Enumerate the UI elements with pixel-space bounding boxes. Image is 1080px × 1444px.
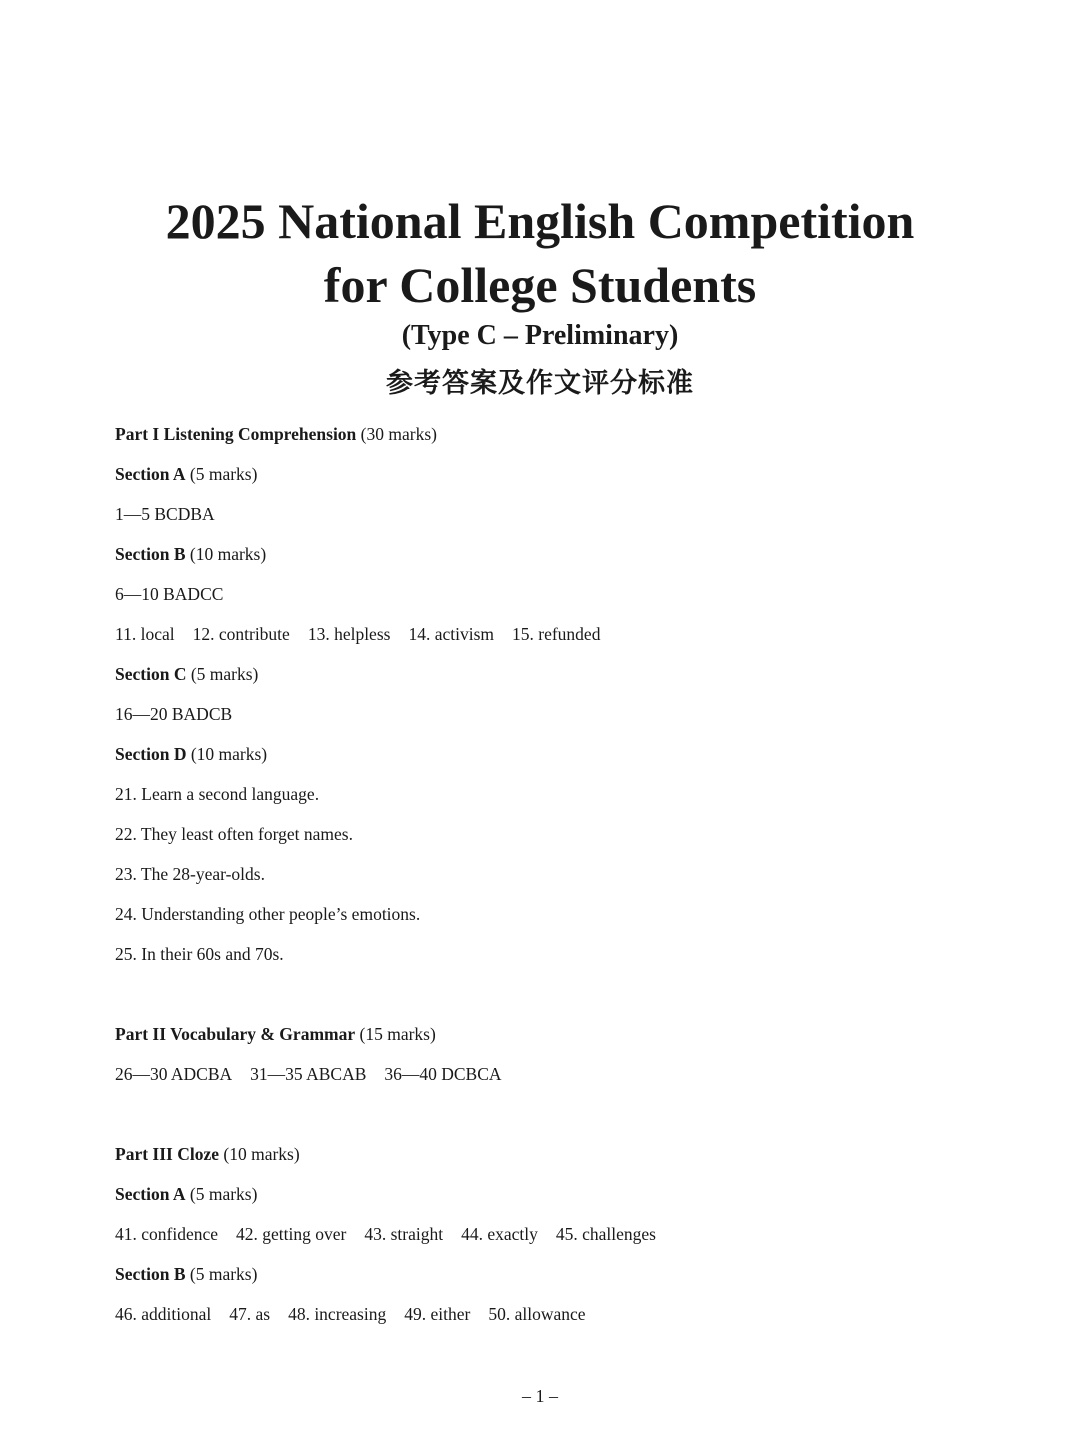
section-label: Section B [115, 544, 186, 564]
answer-item: 15. refunded [512, 624, 601, 644]
part3-heading-line [115, 1142, 300, 1166]
section-marks: (5 marks) [190, 664, 259, 684]
section-marks: (10 marks) [189, 544, 267, 564]
answer-item: 45. challenges [555, 1224, 656, 1244]
part2-answers [115, 1062, 502, 1086]
answer-item: 11. local [115, 624, 175, 644]
section-label: Section A [115, 1184, 186, 1204]
answer-item: 50. allowance [488, 1304, 586, 1324]
part1-sectionC-answers: 16—20 BADCB [115, 704, 233, 724]
part2-heading-line [115, 1022, 436, 1046]
section-label: Section B [115, 1264, 186, 1284]
part3-sectionA-items [115, 1222, 656, 1246]
part3-marks: (10 marks) [223, 1144, 300, 1164]
part1-sectionD-heading [115, 742, 267, 766]
part3-sectionA-heading [115, 1182, 257, 1206]
part1-sectionB-answers: 6—10 BADCC [115, 584, 224, 604]
part1-sectionA-heading [115, 462, 257, 486]
section-marks: (10 marks) [190, 744, 268, 764]
part1-sectionB-heading [115, 542, 266, 566]
section-marks: (5 marks) [189, 1264, 258, 1284]
answer-item: 14. activism [408, 624, 494, 644]
answer-item: 46. additional [115, 1304, 212, 1324]
answer-item: 41. confidence [115, 1224, 219, 1244]
part1-sectionB-items [115, 622, 600, 646]
doc-cn-title: 参考答案及作文评分标准 [386, 368, 694, 398]
section-marks: (5 marks) [189, 464, 258, 484]
answer-item: 24. Understanding other people’s emotions. [115, 904, 421, 924]
part2-heading: Part II Vocabulary & Grammar [115, 1024, 356, 1044]
doc-title-line1: 2025 National English Competition [165, 193, 915, 249]
answer-item: 21. Learn a second language. [115, 784, 320, 804]
answer-item: 13. helpless [307, 624, 391, 644]
answer-item: 48. increasing [288, 1304, 387, 1324]
part3-sectionB-heading [115, 1262, 257, 1286]
section-label: Section D [115, 744, 187, 764]
part1-sectionC-heading [115, 662, 258, 686]
page-number: – 1 – [522, 1386, 558, 1406]
answer-item: 12. contribute [192, 624, 290, 644]
answer-item: 44. exactly [461, 1224, 538, 1244]
answer-item: 31—35 ABCAB [250, 1064, 367, 1084]
part3-heading: Part III Cloze [115, 1144, 220, 1164]
section-label: Section A [115, 464, 186, 484]
section-label: Section C [115, 664, 187, 684]
doc-subtitle: (Type C – Preliminary) [401, 320, 679, 351]
answer-item: 22. They least often forget names. [115, 824, 353, 844]
part1-marks: (30 marks) [360, 424, 437, 444]
answer-item: 43. straight [364, 1224, 444, 1244]
part1-heading: Part I Listening Comprehension [115, 424, 357, 444]
part3-sectionB-items [115, 1302, 586, 1326]
doc-title-line2: for College Students [323, 257, 757, 313]
part2-marks: (15 marks) [359, 1024, 436, 1044]
part1-heading-line [115, 422, 437, 446]
answer-item: 36—40 DCBCA [384, 1064, 502, 1084]
answer-item: 26—30 ADCBA [115, 1064, 233, 1084]
section-marks: (5 marks) [189, 1184, 258, 1204]
answer-item: 42. getting over [236, 1224, 347, 1244]
answer-item: 49. either [404, 1304, 471, 1324]
answer-item: 47. as [229, 1304, 271, 1324]
answer-item: 23. The 28-year-olds. [115, 864, 265, 884]
part1-sectionA-answers: 1—5 BCDBA [115, 504, 215, 524]
answer-item: 25. In their 60s and 70s. [115, 944, 284, 964]
